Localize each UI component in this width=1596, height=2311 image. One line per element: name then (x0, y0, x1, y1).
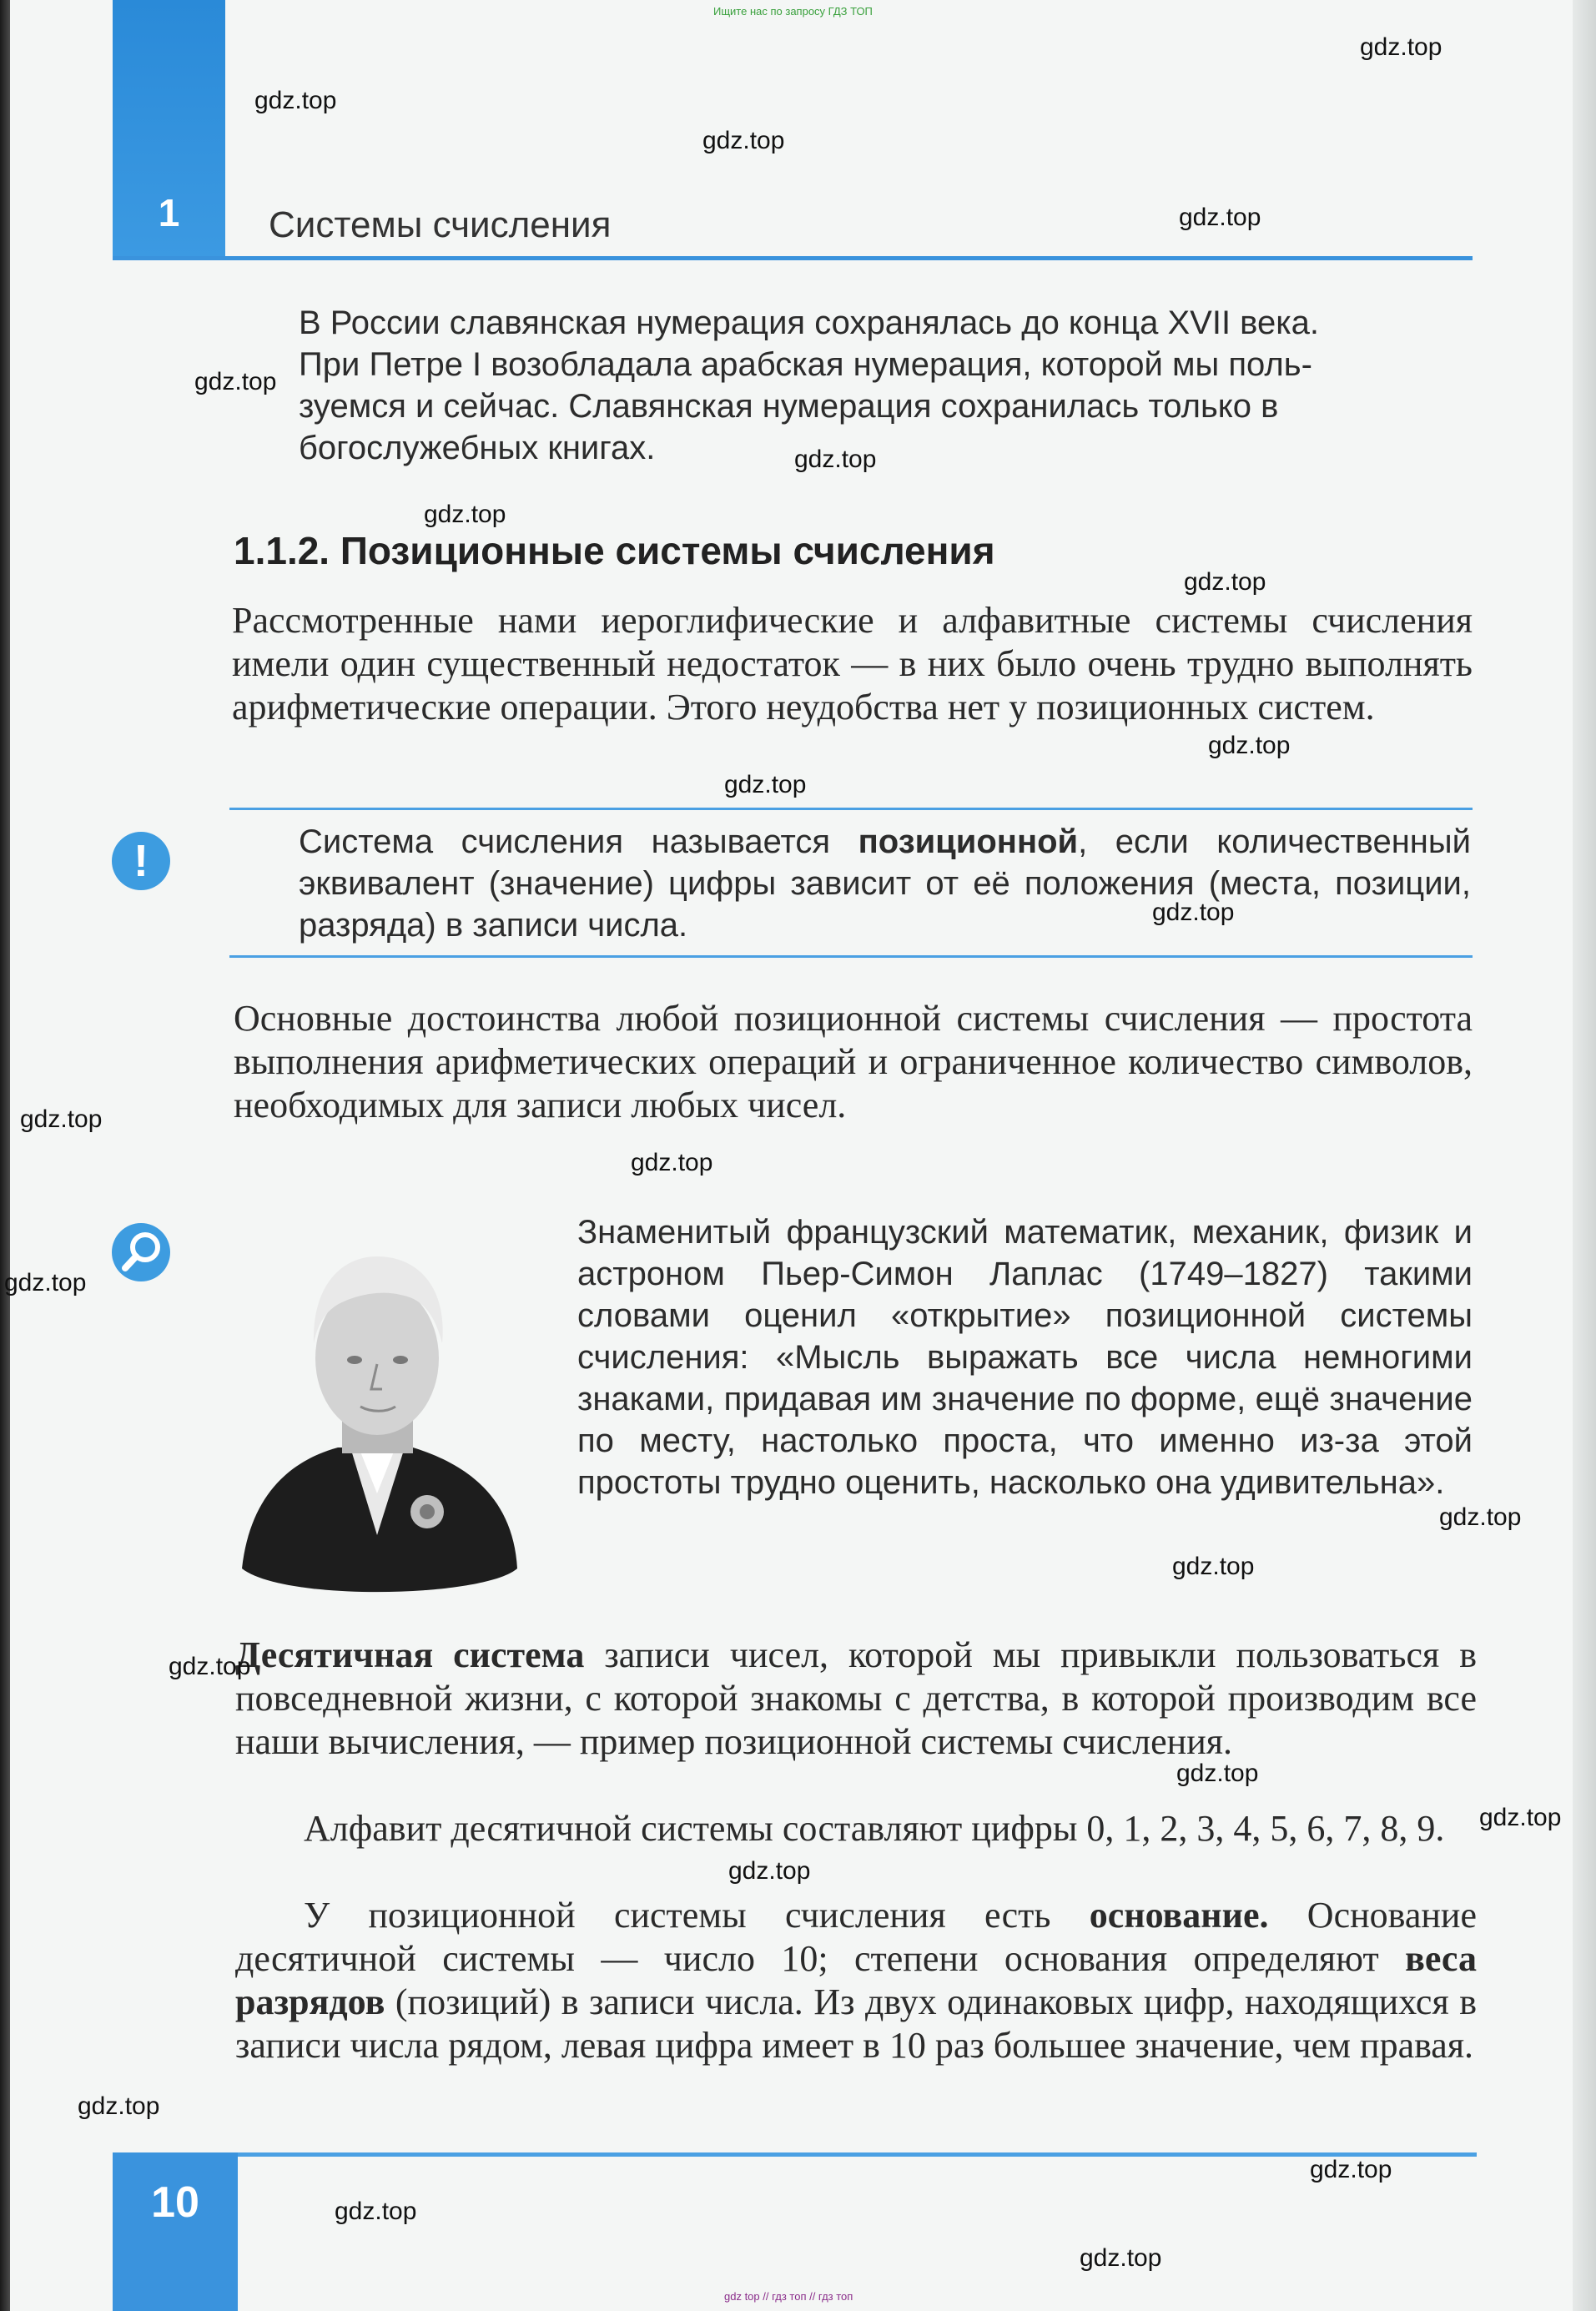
definition-box (299, 821, 1471, 946)
watermark: gdz.top (1479, 1804, 1562, 1831)
paragraph-alphabet: Алфавит десятичной системы составляют цифры 0, 1, 2, 3, 4, 5, 6, 7, 8, 9. (304, 1808, 1445, 1849)
watermark: gdz.top (4, 1269, 87, 1296)
top-banner: Ищите нас по запросу ГДЗ ТОП (713, 5, 873, 18)
chapter-number: 1 (158, 191, 180, 234)
exclamation-icon: ! (112, 832, 170, 890)
chapter-title: Системы счисления (269, 204, 612, 245)
watermark: gdz.top (1439, 1503, 1522, 1531)
watermark: gdz.top (169, 1653, 251, 1680)
decimal-term: Десятичная система (235, 1634, 585, 1675)
watermark: gdz.top (335, 2198, 417, 2225)
base-text-end: (позиций) в записи числа. Из двух одинаковых цифр, находящихся в записи числа рядом, левая цифра имеет в 10 раз большее значение, чем правая. (235, 1981, 1477, 2066)
watermark: gdz.top (702, 127, 785, 154)
watermark: gdz.top (1310, 2156, 1392, 2183)
watermark: gdz.top (194, 368, 277, 395)
watermark: gdz.top (78, 2092, 160, 2120)
laplace-portrait (234, 1218, 521, 1602)
watermark: gdz.top (631, 1149, 713, 1176)
base-text-middle: Основание десятичной системы — число 10; степени основания определяют (235, 1895, 1477, 1979)
watermark: gdz.top (20, 1105, 103, 1133)
page-number: 10 (151, 2178, 199, 2227)
intro-line: При Петре I возобладала арабская нумерация, которой мы поль- (299, 346, 1312, 383)
page-gutter (1573, 0, 1596, 2311)
watermark: gdz.top (254, 87, 337, 114)
watermark: gdz.top (1360, 33, 1442, 61)
watermark: gdz.top (1184, 568, 1266, 596)
watermark: gdz.top (728, 1857, 811, 1885)
footer-rule (238, 2152, 1477, 2157)
intro-paragraph (299, 302, 1471, 469)
definition-term: позиционной (858, 823, 1079, 860)
definition-text-start: Система счисления называется (299, 823, 858, 860)
intro-line: В России славянская нумерация сохранялась до конца XVII века. (299, 305, 1319, 341)
intro-line: богослужебных книгах. (299, 430, 656, 466)
watermark: gdz.top (1176, 1760, 1259, 1787)
definition-top-rule (229, 808, 1473, 810)
paragraph-intro-positional: Рассмотренные нами иероглифические и алфавитные системы счисления имели один существенный недостаток — в них было очень трудно выполнять арифметические операции. Этого неудобства нет у позиционных систем. (232, 600, 1473, 728)
page-edge (0, 0, 10, 2311)
base-term: основание. (1089, 1895, 1269, 1936)
definition-bottom-rule (229, 955, 1473, 958)
watermark: gdz.top (724, 771, 807, 798)
page-number-tab (113, 2152, 238, 2311)
paragraph-base (235, 1894, 1477, 2067)
definition-text-end: , если количественный эквивалент (значение) цифры зависит от её положения (места, позиции, разряда) в записи числа. (299, 823, 1471, 944)
bottom-banner: gdz top // гдз топ // гдз топ (724, 2290, 853, 2303)
magnifier-icon (112, 1223, 170, 1281)
decimal-text: записи чисел, которой мы привыкли пользоваться в повседневной жизни, с которой знакомы с детства, в которой производим все наши вычисления, — пример позиционной системы счисления. (235, 1634, 1477, 1762)
paragraph-decimal (235, 1634, 1477, 1764)
laplace-quote: Знаменитый французский математик, механик, физик и астроном Пьер-Симон Лаплас (1749–1827) такими словами оценил «открытие» позиционной системы счисления: «Мысль выражать все числа немногими знаками, придавая им значение по форме, ещё значение по месту, настолько проста, что именно из-за этой простоты трудно оценить, насколько она удивительна». (577, 1214, 1473, 1501)
watermark: gdz.top (794, 446, 877, 473)
watermark: gdz.top (1208, 732, 1291, 759)
watermark: gdz.top (1179, 204, 1261, 231)
base-text-start: У позиционной системы счисления есть (304, 1895, 1090, 1936)
watermark: gdz.top (1080, 2244, 1162, 2272)
watermark: gdz.top (1152, 899, 1235, 926)
chapter-divider (113, 256, 1473, 260)
watermark: gdz.top (424, 501, 506, 528)
watermark: gdz.top (1172, 1553, 1255, 1580)
section-heading: 1.1.2. Позиционные системы счисления (234, 529, 995, 572)
weights-term: веса разрядов (235, 1938, 1477, 2022)
intro-line: зуемся и сейчас. Славянская нумерация сохранилась только в (299, 388, 1279, 425)
paragraph-advantages: Основные достоинства любой позиционной системы счисления — простота выполнения арифметических операций и ограниченное количество символов, необходимых для записи любых чисел. (234, 998, 1473, 1125)
